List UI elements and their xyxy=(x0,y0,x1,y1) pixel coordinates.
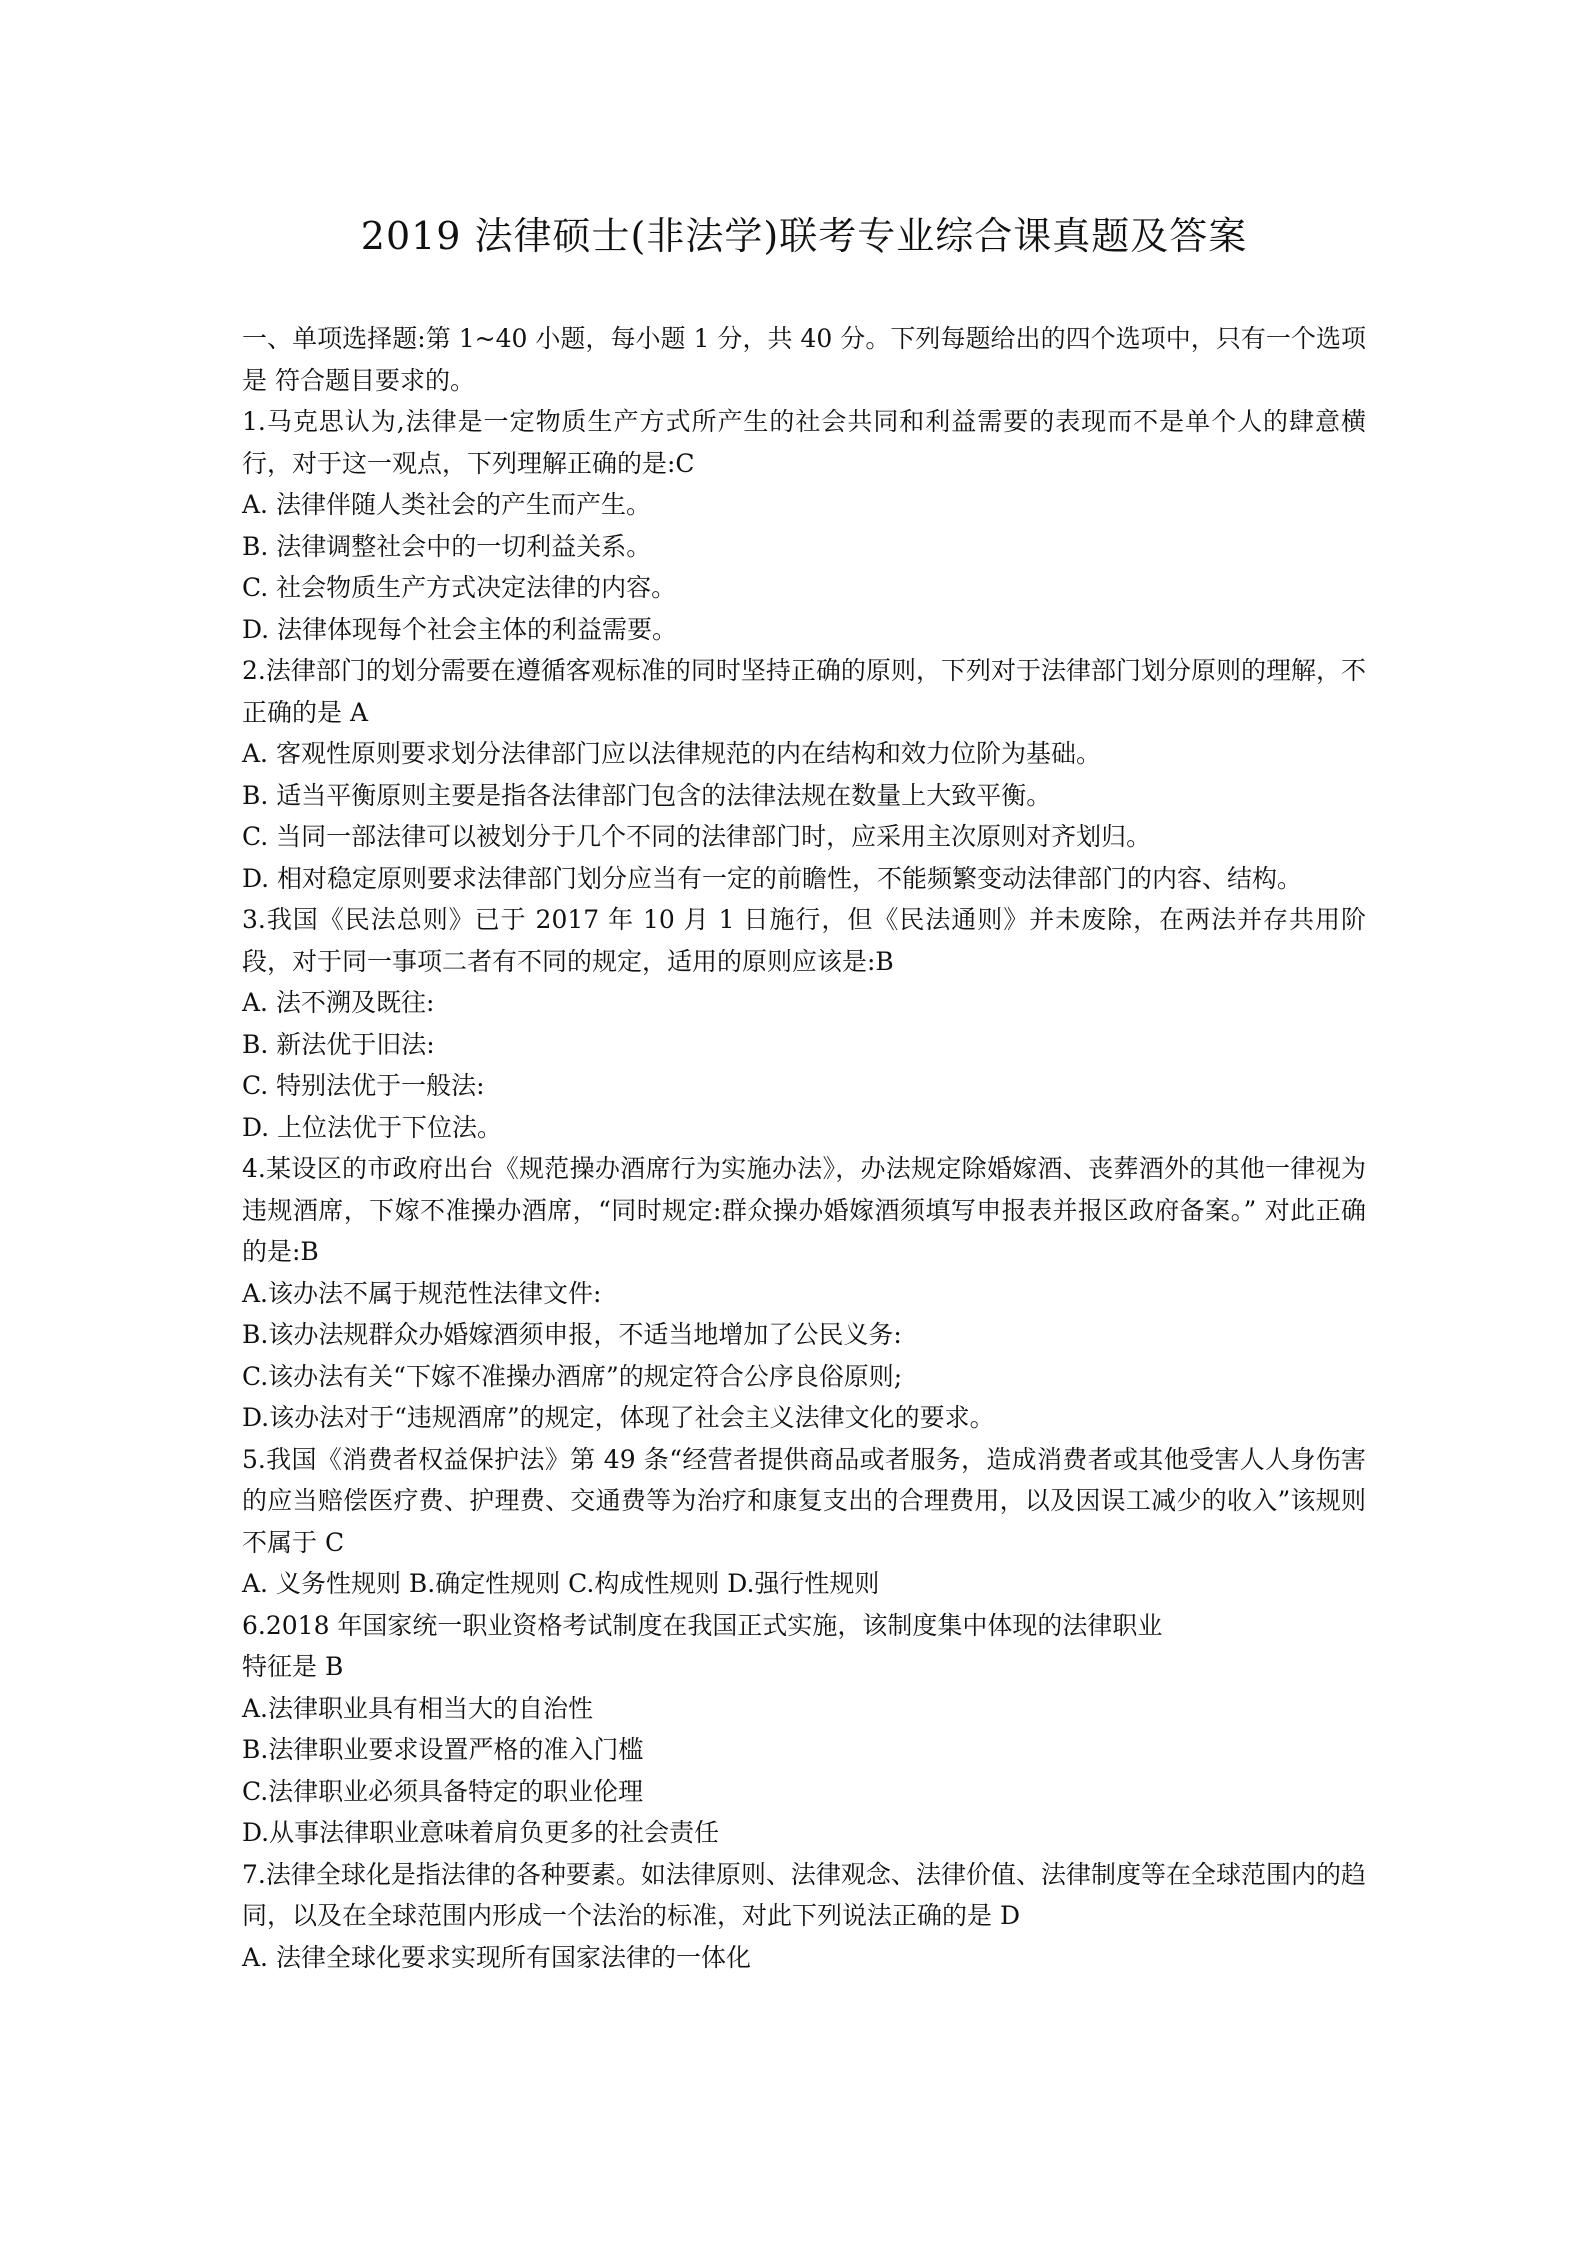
question-6-option-a: A.法律职业具有相当大的自治性 xyxy=(242,1693,594,1723)
question-2: 2.法律部门的划分需要在遵循客观标准的同时坚持正确的原则，下列对于法律部门划分原则的理解，不正确的是 A xyxy=(242,656,1366,727)
question-6-option-c: C.法律职业必须具备特定的职业伦理 xyxy=(242,1776,644,1806)
question-3-option-c: C. 特别法优于一般法: xyxy=(242,1071,485,1100)
question-6-continued: 特征是 B xyxy=(242,1652,344,1681)
question-1-option-a: A. 法律伴随人类社会的产生而产生。 xyxy=(242,490,651,519)
question-1-option-b: B. 法律调整社会中的一切利益关系。 xyxy=(242,531,652,561)
question-6: 6.2018 年国家统一职业资格考试制度在我国正式实施，该制度集中体现的法律职业 xyxy=(242,1610,1163,1640)
document-body xyxy=(242,318,1366,1978)
question-5: 5.我国《消费者权益保护法》第 49 条“经营者提供商品或者服务，造成消费者或其他受害人人身伤害的应当赔偿医疗费、护理费、交通费等为治疗和康复支出的合理费用，以及因误工减少的收入”该规则不属于 C xyxy=(242,1444,1366,1557)
question-2-option-d: D. 相对稳定原则要求法律部门划分应当有一定的前瞻性，不能频繁变动法律部门的内容、结构。 xyxy=(242,863,1303,893)
question-1: 1.马克思认为,法律是一定物质生产方式所产生的社会共同和利益需要的表现而不是单个人的肆意横行，对于这一观点，下列理解正确的是:C xyxy=(242,407,1366,478)
question-3-option-a: A. 法不溯及既往: xyxy=(242,988,435,1017)
question-2-option-c: C. 当同一部法律可以被划分于几个不同的法律部门时，应采用主次原则对齐划归。 xyxy=(242,822,1152,851)
question-4-option-d: D.该办法对于“违规酒席”的规定，体现了社会主义法律文化的要求。 xyxy=(242,1403,995,1432)
section-heading: 一、单项选择题:第 1~40 小题，每小题 1 分，共 40 分。下列每题给出的四个选项中，只有一个选项是 符合题目要求的。 xyxy=(242,324,1366,395)
question-4-option-a: A.该办法不属于规范性法律文件: xyxy=(242,1278,602,1308)
question-6-option-d: D.从事法律职业意味着肩负更多的社会责任 xyxy=(242,1818,720,1847)
question-1-option-d: D. 法律体现每个社会主体的利益需要。 xyxy=(242,614,678,644)
question-3: 3.我国《民法总则》已于 2017 年 10 月 1 日施行，但《民法通则》并未废除，在两法并存共用阶 段，对于同一事项二者有不同的规定，适用的原则应该是:B xyxy=(242,905,1366,976)
question-2-option-a: A. 客观性原则要求划分法律部门应以法律规范的内在结构和效力位阶为基础。 xyxy=(242,739,1101,768)
question-5-options: A. 义务性规则 B.确定性规则 C.构成性规则 D.强行性规则 xyxy=(242,1569,880,1598)
question-1-option-c: C. 社会物质生产方式决定法律的内容。 xyxy=(242,573,677,602)
question-4-option-c: C.该办法有关“下嫁不准操办酒席”的规定符合公序良俗原则; xyxy=(242,1361,903,1391)
question-6-option-b: B.法律职业要求设置严格的准入门槛 xyxy=(242,1735,644,1764)
question-4: 4.某设区的市政府出台《规范操办酒席行为实施办法》，办法规定除婚嫁酒、丧葬酒外的其他一律视为违规酒席，下嫁不准操办酒席，“同时规定:群众操办婚嫁酒须填写申报表并报区政府备案。” 对此正确的是:B xyxy=(242,1154,1366,1266)
question-3-option-b: B. 新法优于旧法: xyxy=(242,1029,435,1059)
question-7: 7.法律全球化是指法律的各种要素。如法律原则、法律观念、法律价值、法律制度等在全球范围内的趋同，以及在全球范围内形成一个法治的标准，对此下列说法正确的是 D xyxy=(242,1859,1366,1930)
question-7-option-a: A. 法律全球化要求实现所有国家法律的一体化 xyxy=(242,1942,751,1972)
question-2-option-b: B. 适当平衡原则主要是指各法律部门包含的法律法规在数量上大致平衡。 xyxy=(242,780,1052,810)
question-3-option-d: D. 上位法优于下位法。 xyxy=(242,1112,503,1142)
question-4-option-b: B.该办法规群众办婚嫁酒须申报，不适当地增加了公民义务: xyxy=(242,1320,902,1349)
document-title: 2019 法律硕士(非法学)联考专业综合课真题及答案 xyxy=(360,214,1248,258)
